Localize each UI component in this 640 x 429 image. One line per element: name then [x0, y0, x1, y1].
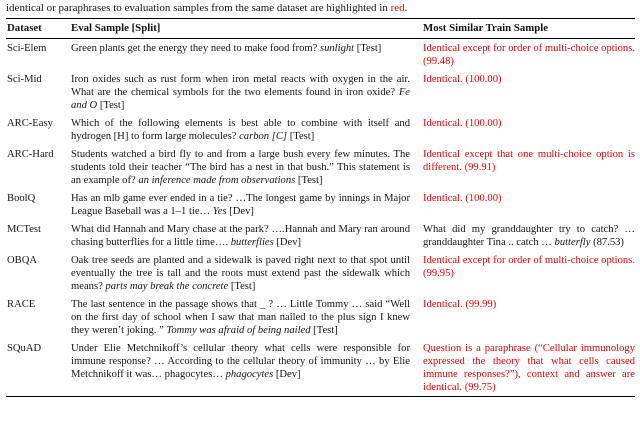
table-header: [6, 19, 635, 39]
eval-sample-cell: [70, 251, 422, 295]
text-segment: Identical except that one multi-choice option is different. (99.91): [423, 148, 635, 173]
most-similar-train-sample-cell: [422, 220, 635, 251]
text-segment: [Dev]: [226, 205, 254, 217]
most-similar-train-sample-cell: [422, 251, 635, 295]
text-segment: parts may break the concrete: [105, 280, 229, 292]
text-segment: Iron oxides such as rust form when iron metal reacts with oxygen in the air. What are the chemical symbols for the two elements found in iron oxide?: [71, 73, 410, 98]
text-segment: red: [390, 2, 405, 14]
text-segment: The last sentence in the passage shows that _ ? … Little Tommy … said “Well on the first day of school when I saw that man nailed to the plus sign I knew they weren’t joking. ”: [71, 298, 410, 336]
text-segment: .: [404, 2, 408, 14]
text-segment: What did my granddaughter try to catch? … granddaughter Tina .. catch …: [423, 223, 635, 248]
text-segment: sunlight: [319, 42, 355, 54]
table-row: [6, 70, 635, 114]
text-segment: Fe and O: [71, 86, 410, 111]
text-segment: Question is a paraphrase (“Cellular immunology expressed the theory that what cells caused immune responses?”), context and answer are identical. (99.75): [423, 342, 635, 393]
text-segment: [Dev]: [273, 368, 301, 380]
text-segment: butterfly: [554, 236, 591, 248]
text-segment: Green plants get the energy they need to make food from?: [71, 42, 320, 54]
text-segment: Identical except for order of multi-choice options. (99.95): [423, 254, 635, 279]
eval-sample-cell: [70, 39, 422, 71]
text-segment: [Test]: [354, 42, 382, 54]
most-similar-train-sample-cell: [422, 114, 635, 145]
text-segment: [Dev]: [273, 236, 302, 248]
text-segment: Identical. (100.00): [423, 117, 502, 129]
text-segment: Tommy was afraid of being nailed: [166, 324, 311, 336]
dataset-name-cell: Sci-Elem: [7, 42, 47, 54]
text-segment: Identical. (100.00): [423, 192, 502, 204]
similarity-table: [6, 18, 635, 397]
text-segment: Oak tree seeds are planted and a sidewalk is paved right next to that spot until eventually the tree is tall and the roots must extend past the sidewalk which means?: [71, 254, 410, 292]
table-row: [6, 189, 635, 220]
most-similar-train-sample-cell: [422, 295, 635, 339]
eval-sample-cell: [70, 295, 422, 339]
eval-sample-cell: [70, 339, 422, 397]
table-row: [6, 39, 635, 71]
text-segment: Identical. (99.99): [423, 298, 497, 310]
table-row: [6, 251, 635, 295]
text-segment: Has an mlb game ever ended in a tie? …The longest game by innings in Major League Baseball was a 1–1 tie…: [71, 192, 410, 217]
header-eval-sample: Eval Sample [Split]: [70, 19, 422, 39]
eval-sample-cell: [70, 145, 422, 189]
text-segment: Students watched a bird fly to and from a large bush every few minutes. The students told their teacher “The bird has a nest in that bush.” This statement is an example of?: [71, 148, 410, 186]
header-row: [6, 19, 635, 39]
text-segment: [Test]: [228, 280, 256, 292]
eval-sample-cell: [70, 220, 422, 251]
text-segment: Identical except for order of multi-choice options. (99.48): [423, 42, 635, 67]
text-segment: [Test]: [97, 99, 125, 111]
eval-sample-cell: [70, 189, 422, 220]
dataset-name-cell: OBQA: [7, 254, 38, 266]
text-segment: What did Hannah and Mary chase at the park? ….Hannah and Mary ran around chasing butterflies for a little time….: [71, 223, 410, 248]
table-row: [6, 114, 635, 145]
table-caption: [6, 1, 635, 15]
text-segment: an inference made from observations: [138, 174, 296, 186]
table-body: [6, 39, 635, 397]
table-row: [6, 145, 635, 189]
table-row: [6, 339, 635, 397]
eval-sample-cell: [70, 70, 422, 114]
most-similar-train-sample-cell: [422, 189, 635, 220]
text-segment: [Test]: [295, 174, 323, 186]
text-segment: Which of the following elements is best able to combine with itself and hydrogen [H] to form large molecules?: [71, 117, 410, 142]
text-segment: phagocytes: [225, 368, 274, 380]
dataset-name-cell: ARC-Easy: [7, 117, 53, 129]
eval-sample-cell: [70, 114, 422, 145]
text-segment: Identical. (100.00): [423, 73, 502, 85]
dataset-name-cell: RACE: [7, 298, 36, 310]
dataset-name-cell: BoolQ: [7, 192, 36, 204]
dataset-name-cell: ARC-Hard: [7, 148, 54, 160]
text-segment: Yes: [212, 205, 227, 217]
header-dataset: Dataset: [6, 19, 70, 39]
table-row: [6, 295, 635, 339]
most-similar-train-sample-cell: [422, 39, 635, 71]
text-segment: butterflies: [230, 236, 274, 248]
text-segment: carbon [C]: [239, 130, 288, 142]
most-similar-train-sample-cell: [422, 339, 635, 397]
text-segment: (87.53): [590, 236, 624, 248]
most-similar-train-sample-cell: [422, 70, 635, 114]
dataset-name-cell: SQuAD: [7, 342, 42, 354]
header-most-similar: Most Similar Train Sample: [422, 19, 635, 39]
text-segment: [Test]: [287, 130, 315, 142]
text-segment: Under Elie Metchnikoff’s cellular theory what cells were responsible for immune response? … According to the cellular theory of immunity … by Elie Metchnikoff it was… phagocytes…: [71, 342, 410, 380]
text-segment: identical or paraphrases to evaluation samples from the same dataset are highlighted in: [6, 2, 391, 14]
dataset-name-cell: Sci-Mid: [7, 73, 42, 85]
dataset-name-cell: MCTest: [7, 223, 41, 235]
text-segment: [Test]: [310, 324, 338, 336]
most-similar-train-sample-cell: [422, 145, 635, 189]
table-row: [6, 220, 635, 251]
